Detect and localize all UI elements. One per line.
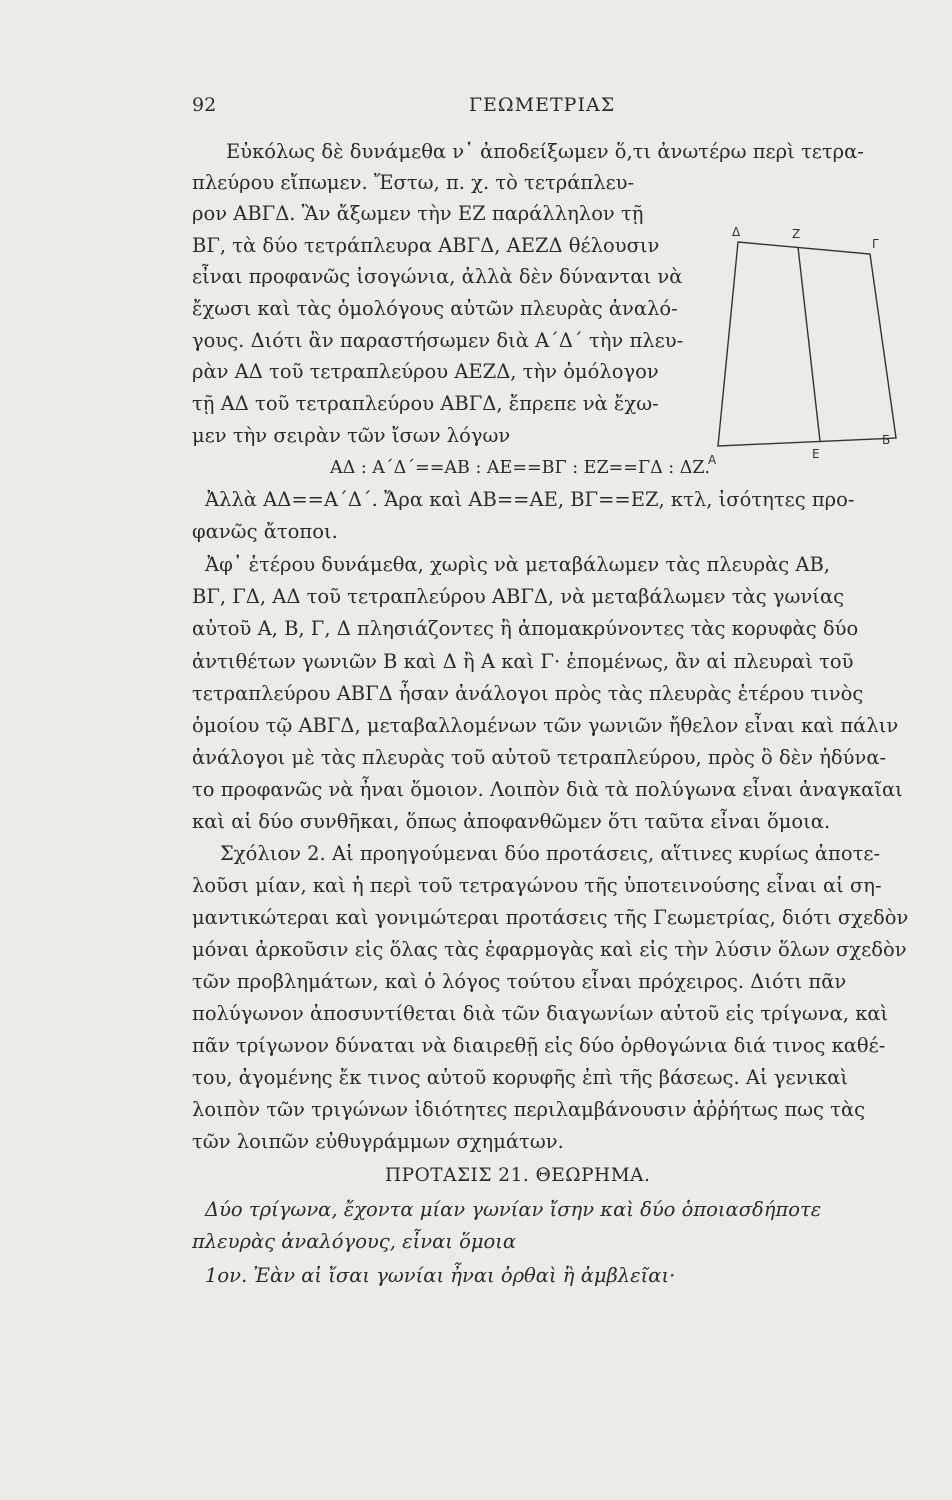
text-line: Εὐκόλως δὲ δυνάμεθα ν᾽ ἀποδείξωμεν ὅ,τι ἀνωτέρω περὶ τετρα- bbox=[226, 140, 864, 163]
label-zeta: Z bbox=[792, 227, 801, 241]
page-header bbox=[192, 94, 892, 124]
text-line: ἀντιθέτων γωνιῶν Β καὶ Δ ἢ Α καὶ Γ· ἑπομένως, ἂν αἱ πλευραὶ τοῦ bbox=[192, 650, 854, 673]
text-line: γους. Διότι ἂν παραστήσωμεν διὰ Α΄Δ΄ τὴν πλευ- bbox=[192, 329, 684, 352]
text-line: ρον ΑΒΓΔ. Ἂν ἄξωμεν τὴν ΕΖ παράλληλον τῇ bbox=[192, 202, 644, 225]
text-line: τετραπλεύρου ΑΒΓΔ ἦσαν ἀνάλογοι πρὸς τὰς πλευρὰς ἑτέρου τινὸς bbox=[192, 682, 864, 705]
label-delta: Δ bbox=[732, 225, 741, 239]
text-line: μόναι ἀρκοῦσιν εἰς ὅλας τὰς ἐφαρμογὰς καὶ εἰς τὴν λύσιν ὅλων σχεδὸν bbox=[192, 938, 907, 961]
text-line: λοῦσι μίαν, καὶ ἡ περὶ τοῦ τετραγώνου τῆς ὑποτεινούσης εἶναι αἱ ση- bbox=[192, 874, 882, 897]
text-line: εἶναι προφανῶς ἰσογώνια, ἀλλὰ δὲν δύνανται νὰ bbox=[192, 265, 683, 288]
text-line: μεν τὴν σειρὰν τῶν ἴσων λόγων bbox=[192, 424, 511, 447]
quadrilateral-figure bbox=[700, 212, 900, 472]
case-line: 1ον. Ἐὰν αἱ ἴσαι γωνίαι ἦναι ὀρθαὶ ἢ ἀμβλεῖαι· bbox=[205, 1264, 676, 1287]
running-title: ΓΕΩΜΕΤΡΙΑΣ bbox=[468, 94, 616, 116]
text-line: ὁμοίου τῷ ΑΒΓΔ, μεταβαλλομένων τῶν γωνιῶν ἤθελον εἶναι καὶ πάλιν bbox=[192, 714, 899, 737]
theorem-statement-line: Δύο τρίγωνα, ἔχοντα μίαν γωνίαν ἴσην καὶ δύο ὁποιασδήποτε bbox=[205, 1198, 822, 1221]
text-line: πᾶν τρίγωνον δύναται νὰ διαιρεθῇ εἰς δύο ὀρθογώνια διά τινος καθέ- bbox=[192, 1034, 886, 1057]
label-alpha: A bbox=[708, 453, 717, 467]
text-line: φανῶς ἄτοποι. bbox=[192, 520, 338, 543]
text-line: μαντικώτεραι καὶ γονιμώτεραι προτάσεις τῆς Γεωμετρίας, διότι σχεδὸν bbox=[192, 906, 909, 929]
text-line: ρὰν ΑΔ τοῦ τετραπλεύρου ΑΕΖΔ, τὴν ὁμόλογον bbox=[192, 360, 659, 383]
page-number: 92 bbox=[192, 94, 217, 116]
quadrilateral-diagram bbox=[700, 212, 900, 472]
text-line: αὐτοῦ Α, Β, Γ, Δ πλησιάζοντες ἢ ἀπομακρύνοντες τὰς κορυφὰς δύο bbox=[192, 617, 859, 640]
text-line: τῶν προβλημάτων, καὶ ὁ λόγος τούτου εἶναι πρόχειρος. Διότι πᾶν bbox=[192, 970, 847, 993]
label-beta: Б bbox=[882, 433, 891, 447]
text-line: πολύγωνον ἀποσυντίθεται διὰ τῶν διαγωνίων αὐτοῦ εἰς τρίγωνα, καὶ bbox=[192, 1002, 889, 1025]
text-line: ἀνάλογοι μὲ τὰς πλευρὰς τοῦ αὐτοῦ τετραπλεύρου, πρὸς ὃ δὲν ἠδύνα- bbox=[192, 746, 887, 769]
text-line: πλεύρου εἴπωμεν. Ἔστω, π. χ. τὸ τετράπλευ- bbox=[192, 171, 635, 194]
text-line: το προφανῶς νὰ ἦναι ὅμοιον. Λοιπὸν διὰ τὰ πολύγωνα εἶναι ἀναγκαῖαι bbox=[192, 778, 903, 801]
quadrilateral-abgd bbox=[718, 242, 896, 446]
text-line: Ἀλλὰ ΑΔ==Α΄Δ΄. Ἄρα καὶ ΑΒ==ΑΕ, ΒΓ==ΕΖ, κτλ, ἰσότητες προ- bbox=[205, 488, 855, 511]
text-line: λοιπὸν τῶν τριγώνων ἰδιότητες περιλαμβάνουσιν ἀῤῥήτως πως τὰς bbox=[192, 1098, 866, 1121]
parallel-line-ez bbox=[798, 247, 820, 441]
text-line: τῇ ΑΔ τοῦ τετραπλεύρου ΑΒΓΔ, ἔπρεπε νὰ ἔχω- bbox=[192, 392, 659, 415]
text-line: του, ἀγομένης ἔκ τινος αὐτοῦ κορυφῆς ἐπὶ τῆς βάσεως. Αἱ γενικαὶ bbox=[192, 1066, 849, 1089]
text-line: καὶ αἱ δύο συνθῆκαι, ὅπως ἀποφανθῶμεν ὅτι ταῦτα εἶναι ὅμοια. bbox=[192, 810, 831, 833]
text-line: ΒΓ, τὰ δύο τετράπλευρα ΑΒΓΔ, ΑΕΖΔ θέλουσιν bbox=[192, 234, 660, 257]
label-gamma: Γ bbox=[872, 237, 879, 251]
theorem-statement-line: πλευρὰς ἀναλόγους, εἶναι ὅμοια bbox=[192, 1230, 517, 1253]
proposition-heading: ΠΡΟΤΑΣΙΣ 21. ΘΕΩΡΗΜΑ. bbox=[385, 1165, 651, 1186]
label-epsilon: E bbox=[812, 447, 820, 461]
text-line: τῶν λοιπῶν εὐθυγράμμων σχημάτων. bbox=[192, 1130, 564, 1153]
equation-line: ΑΔ : Α΄Δ΄==ΑΒ : ΑΕ==ΒΓ : ΕΖ==ΓΔ : ΔΖ. bbox=[330, 458, 711, 478]
text-line: Ἀφ᾽ ἑτέρου δυνάμεθα, χωρὶς νὰ μεταβάλωμεν τὰς πλευρὰς ΑΒ, bbox=[205, 553, 830, 576]
text-line: ΒΓ, ΓΔ, ΑΔ τοῦ τετραπλεύρου ΑΒΓΔ, νὰ μεταβάλωμεν τὰς γωνίας bbox=[192, 585, 845, 608]
text-line: Σχόλιον 2. Αἱ προηγούμεναι δύο προτάσεις, αἵτινες κυρίως ἀποτε- bbox=[220, 842, 881, 865]
text-line: ἔχωσι καὶ τὰς ὁμολόγους αὐτῶν πλευρὰς ἀναλό- bbox=[192, 297, 678, 320]
